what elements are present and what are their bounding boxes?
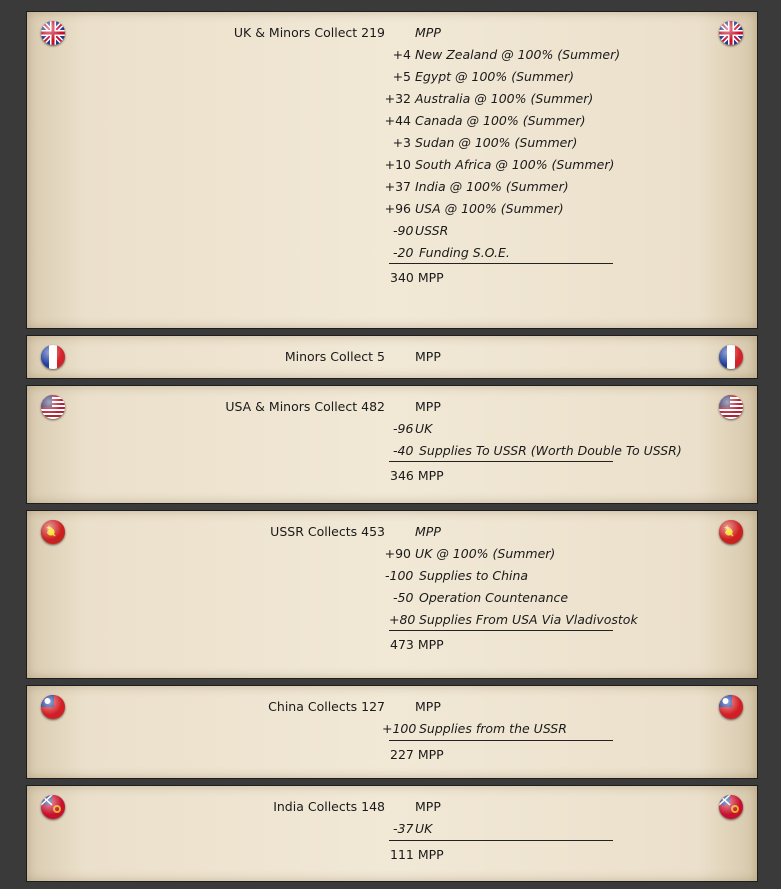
france-flag-icon xyxy=(41,345,65,369)
mpp-line: -50 xyxy=(393,590,414,605)
mpp-line-text: Operation Countenance xyxy=(419,590,569,605)
mpp-line: -37 xyxy=(393,821,414,836)
heading-unit: MPP xyxy=(415,799,441,814)
mpp-line: +96 xyxy=(384,201,411,216)
collect-heading: Minors Collect 5 xyxy=(284,349,385,364)
usa-flag-icon xyxy=(719,395,743,419)
collect-heading: India Collects 148 xyxy=(273,799,385,814)
mpp-line: +10 xyxy=(384,157,411,172)
mpp-line-text: South Africa @ 100% (Summer) xyxy=(415,157,615,172)
mpp-line: +3 xyxy=(392,135,411,150)
uk-flag-icon xyxy=(719,21,743,45)
panel-uk xyxy=(26,11,758,329)
china-flag-icon xyxy=(719,695,743,719)
total-mpp: 111 MPP xyxy=(390,847,444,862)
mpp-line: -96 xyxy=(393,421,414,436)
india-flag-icon xyxy=(719,795,743,819)
mpp-line-text: Supplies To USSR (Worth Double To USSR) xyxy=(419,443,682,458)
sum-rule xyxy=(389,263,613,264)
ussr-flag-icon xyxy=(41,520,65,544)
collect-heading: USA & Minors Collect 482 xyxy=(225,399,385,414)
mpp-line-text: Sudan @ 100% (Summer) xyxy=(415,135,578,150)
mpp-line: +5 xyxy=(392,69,411,84)
mpp-line-text: India @ 100% (Summer) xyxy=(415,179,569,194)
sum-rule xyxy=(389,740,613,741)
mpp-line-text: Supplies from the USSR xyxy=(419,721,567,736)
heading-unit: MPP xyxy=(415,349,441,364)
mpp-line: -40 xyxy=(393,443,414,458)
mpp-line-text: USSR xyxy=(415,223,449,238)
mpp-line: +4 xyxy=(392,47,411,62)
usa-flag-icon xyxy=(41,395,65,419)
mpp-line-text: UK xyxy=(415,421,433,436)
heading-unit: MPP xyxy=(415,399,441,414)
sum-rule xyxy=(389,630,613,631)
mpp-line-text: Egypt @ 100% (Summer) xyxy=(415,69,575,84)
france-flag-icon xyxy=(719,345,743,369)
total-mpp: 346 MPP xyxy=(390,468,444,483)
mpp-line-text: Supplies to China xyxy=(419,568,529,583)
total-mpp: 340 MPP xyxy=(390,270,444,285)
mpp-line: -20 xyxy=(393,245,414,260)
collect-heading: UK & Minors Collect 219 xyxy=(233,25,385,40)
mpp-line-text: Funding S.O.E. xyxy=(419,245,510,260)
mpp-line: +80 xyxy=(389,612,416,627)
india-flag-icon xyxy=(41,795,65,819)
collect-heading: China Collects 127 xyxy=(268,699,385,714)
uk-flag-icon xyxy=(41,21,65,45)
mpp-line-text: Canada @ 100% (Summer) xyxy=(415,113,586,128)
mpp-line: -100 xyxy=(385,568,414,583)
collect-heading: USSR Collects 453 xyxy=(270,524,385,539)
mpp-line: +44 xyxy=(384,113,411,128)
mpp-line-text: UK @ 100% (Summer) xyxy=(415,546,556,561)
total-mpp: 227 MPP xyxy=(390,747,444,762)
sum-rule xyxy=(389,461,613,462)
mpp-line-text: Supplies From USA Via Vladivostok xyxy=(419,612,638,627)
sum-rule xyxy=(389,840,613,841)
panel-ussr xyxy=(26,510,758,679)
mpp-line: +32 xyxy=(384,91,411,106)
panel-france xyxy=(26,335,758,379)
mpp-line: -90 xyxy=(393,223,414,238)
total-mpp: 473 MPP xyxy=(390,637,444,652)
panel-china xyxy=(26,685,758,779)
mpp-line: +37 xyxy=(384,179,411,194)
mpp-line-text: New Zealand @ 100% (Summer) xyxy=(415,47,621,62)
heading-unit: MPP xyxy=(415,25,441,40)
mpp-line: +90 xyxy=(384,546,411,561)
china-flag-icon xyxy=(41,695,65,719)
panel-usa xyxy=(26,385,758,504)
heading-unit: MPP xyxy=(415,524,441,539)
panel-india xyxy=(26,785,758,882)
heading-unit: MPP xyxy=(415,699,441,714)
mpp-line-text: UK xyxy=(415,821,433,836)
mpp-line: +100 xyxy=(382,721,417,736)
mpp-line-text: Australia @ 100% (Summer) xyxy=(415,91,594,106)
mpp-line-text: USA @ 100% (Summer) xyxy=(415,201,564,216)
ussr-flag-icon xyxy=(719,520,743,544)
